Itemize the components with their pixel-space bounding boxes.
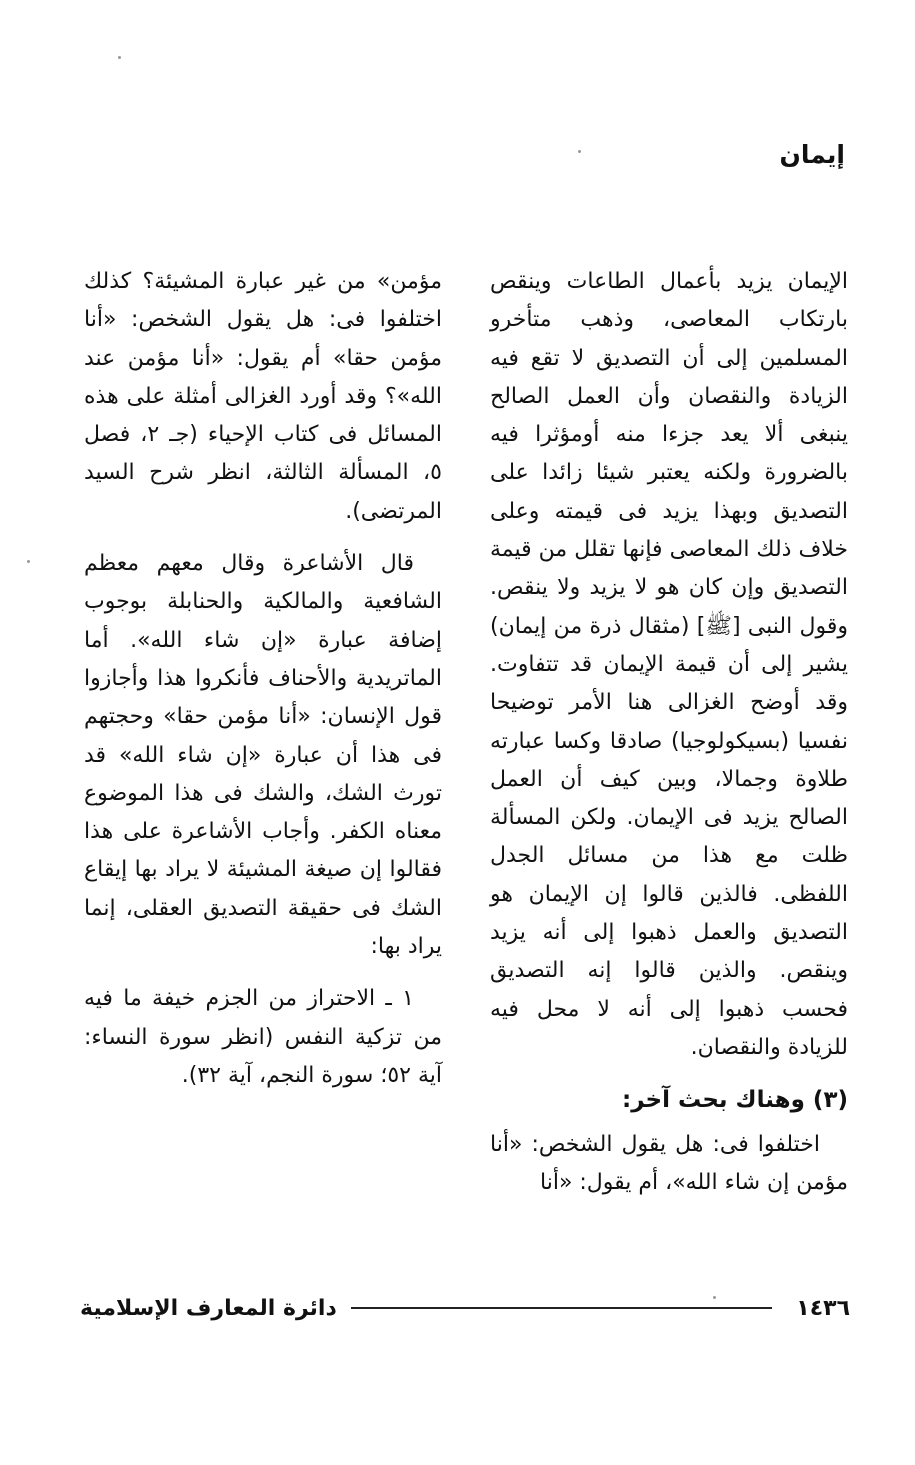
body-paragraph: قال الأشاعرة وقال معهم معظم الشافعية والمالكية والحنابلة بوجوب إضافة عبارة «إن شاء الله». أما الماتريدية والأحناف فأنكروا هذا وأجازوا قول الإنسان: «أنا مؤمن حقا» وحجتهم فى هذا أن عبارة «إن شاء الله» قد تورث الشك، والشك فى هذا الموضوع معناه الكفر. وأجاب الأشاعرة على هذا فقالوا إن صيغة المشيئة لا يراد بها إيقاع الشك فى حقيقة التصديق العقلى، إنما يراد بها: xyxy=(84,551,442,960)
scan-speck xyxy=(713,1296,716,1299)
numbered-item: ١ ـ الاحتراز من الجزم خيفة ما فيه من تزكية النفس (انظر سورة النساء: آية ٥٢؛ سورة النجم، آية ٣٢). xyxy=(84,986,442,1088)
page-number: ١٤٣٦ xyxy=(796,1295,850,1321)
body-paragraph: اختلفوا فى: هل يقول الشخص: «أنا مؤمن إن شاء الله»، أم يقول: «أنا xyxy=(490,1131,848,1195)
page-footer xyxy=(80,1293,850,1323)
running-header-title: إيمان xyxy=(779,140,845,169)
scan-speck xyxy=(118,56,121,59)
body-paragraph: الإيمان يزيد بأعمال الطاعات وينقص بارتكاب المعاصى، وذهب متأخرو المسلمين إلى أن التصديق لا تقع فيه الزيادة والنقصان وأن العمل الصالح ينبغى ألا يعد جزءا منه أومؤثرا فيه بالضرورة ولكنه يعتبر شيئا زائدا على التصديق وبهذا يزيد فى قيمته وعلى خلاف ذلك المعاصى فإنها تقلل من قيمة التصديق وإن كان هو لا يزيد ولا ينقص. وقول النبى [ﷺ] (مثقال ذرة من إيمان) يشير إلى أن قيمة الإيمان قد تتفاوت. وقد أوضح الغزالى هنا الأمر توضيحا نفسيا (بسيكولوجيا) صادقا وكسا عبارته طلاوة وجمالا، وبين كيف أن العمل الصالح يزيد فى الإيمان. ولكن المسألة ظلت مع هذا من مسائل الجدل اللفظى. فالذين قالوا إن الإيمان هو التصديق والعمل ذهبوا إلى أنه يزيد وينقص. والذين قالوا إنه التصديق فحسب ذهبوا إلى أنه لا محل فيه للزيادة والنقصان. xyxy=(490,269,848,1060)
section-heading: (٣) وهناك بحث آخر: xyxy=(622,1087,848,1114)
scan-speck xyxy=(27,560,30,563)
scan-speck xyxy=(578,150,581,153)
right-text-column xyxy=(490,263,848,1202)
left-text-column xyxy=(84,263,442,1095)
publication-title: دائرة المعارف الإسلامية xyxy=(80,1295,337,1321)
footer-rule xyxy=(351,1307,773,1309)
body-paragraph: مؤمن» من غير عبارة المشيئة؟ كذلك اختلفوا فى: هل يقول الشخص: «أنا مؤمن حقا» أم يقول: «أنا مؤمن عند الله»؟ وقد أورد الغزالى أمثلة على هذه المسائل فى كتاب الإحياء (جـ ٢، فصل ٥، المسألة الثالثة، انظر شرح السيد المرتضى). xyxy=(84,269,442,524)
